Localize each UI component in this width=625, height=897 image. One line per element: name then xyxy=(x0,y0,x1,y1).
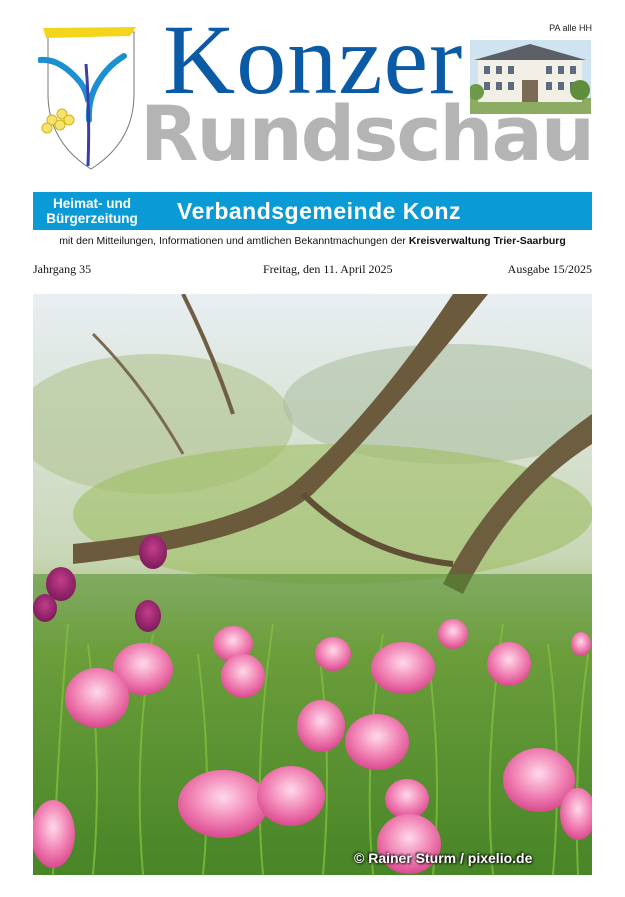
issue-date: Freitag, den 11. April 2025 xyxy=(263,262,393,276)
coat-of-arms-icon xyxy=(38,24,138,172)
tulip-meadow-photo xyxy=(33,294,592,875)
masthead-title-rundschau: Rundschau xyxy=(140,89,593,178)
publisher-subline xyxy=(33,235,592,247)
banner-subtitle-line2: Bürgerzeitung xyxy=(46,211,138,226)
subline-authority: Kreisverwaltung Trier-Saarburg xyxy=(408,235,566,247)
edition-banner xyxy=(33,192,592,230)
subline-prefix: mit den Mitteilungen, Informationen und amtlichen Bekanntmachungen der xyxy=(59,235,409,247)
banner-subtitle xyxy=(33,196,151,226)
masthead-title-konzer: Konzer xyxy=(163,4,464,115)
distribution-note: PA alle HH xyxy=(549,23,592,33)
banner-subtitle-line1: Heimat- und xyxy=(52,196,131,211)
banner-main-title: Verbandsgemeinde Konz xyxy=(177,197,462,224)
photo-credit: © Rainer Sturm / pixelio.de xyxy=(354,850,533,866)
issue-number: Ausgabe 15/2025 xyxy=(507,262,592,276)
volume-label: Jahrgang 35 xyxy=(33,262,92,276)
